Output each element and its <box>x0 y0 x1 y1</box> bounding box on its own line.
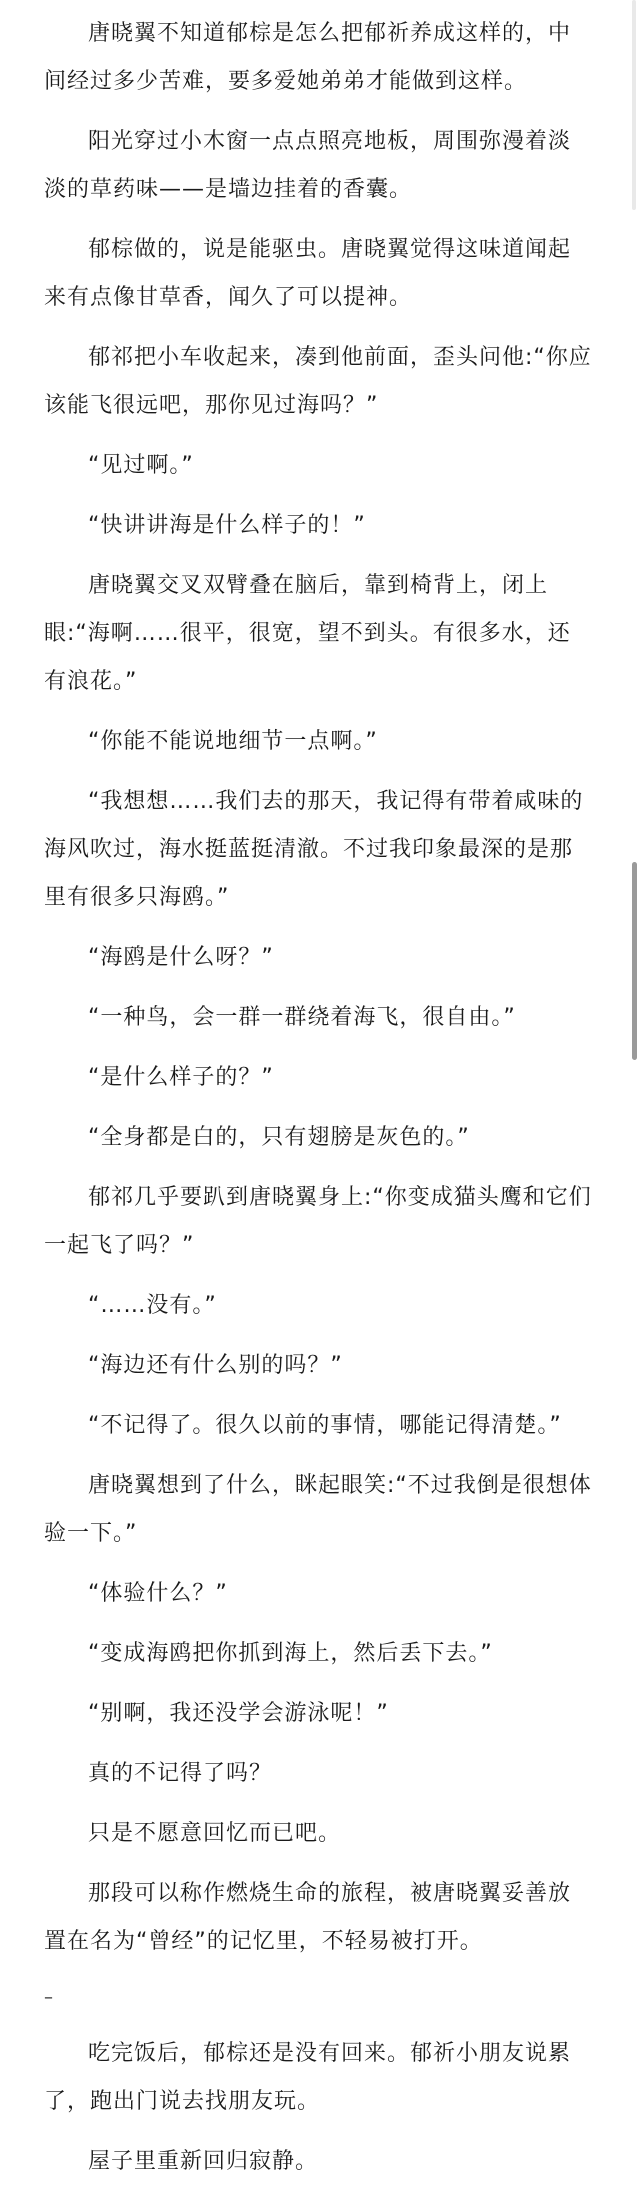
paragraph: “海边还有什么别的吗？” <box>88 1353 343 1378</box>
paragraph: “……没有。” <box>88 1293 217 1318</box>
paragraph: “变成海鸥把你抓到海上，然后丢下去。” <box>88 1641 493 1666</box>
paragraph: “快讲讲海是什么样子的！” <box>88 513 366 538</box>
paragraph: “全身都是白的，只有翅膀是灰色的。” <box>88 1125 470 1150</box>
paragraph: 真的不记得了吗？ <box>88 1761 273 1786</box>
section-separator: – <box>44 1987 54 2008</box>
paragraph: 屋子里重新回归寂静。 <box>88 2149 319 2174</box>
paragraph: “见过啊。” <box>88 453 194 478</box>
paragraph: 阳光穿过小木窗一点点照亮地板，周围弥漫着淡淡的草药味——是墙边挂着的香囊。 <box>44 129 572 202</box>
paragraph: “你能不能说地细节一点啊。” <box>88 729 378 754</box>
paragraph: “不记得了。很久以前的事情，哪能记得清楚。” <box>88 1413 562 1438</box>
paragraph: 郁棕做的，说是能驱虫。唐晓翼觉得这味道闻起来有点像甘草香，闻久了可以提神。 <box>44 237 572 310</box>
scrollbar-top-segment <box>632 0 636 210</box>
article-text <box>44 10 592 2198</box>
paragraph: 唐晓翼想到了什么，眯起眼笑:“不过我倒是很想体验一下。” <box>44 1473 592 1546</box>
paragraph: “是什么样子的？” <box>88 1065 274 1090</box>
paragraph: 郁祁几乎要趴到唐晓翼身上:“你变成猫头鹰和它们一起飞了吗？” <box>44 1185 592 1258</box>
paragraph: 唐晓翼不知道郁棕是怎么把郁祈养成这样的，中间经过多少苦难，要多爱她弟弟才能做到这样。 <box>44 21 572 94</box>
paragraph: 那段可以称作燃烧生命的旅程，被唐晓翼妥善放置在名为“曾经”的记忆里，不轻易被打开。 <box>44 1881 572 1954</box>
paragraph: “体验什么？” <box>88 1581 228 1606</box>
paragraph: 吃完饭后，郁棕还是没有回来。郁祈小朋友说累了，跑出门说去找朋友玩。 <box>44 2041 572 2114</box>
paragraph: “一种鸟，会一群一群绕着海飞，很自由。” <box>88 1005 516 1030</box>
paragraph: 唐晓翼交叉双臂叠在脑后，靠到椅背上，闭上眼:“海啊……很平，很宽，望不到头。有很多水，还有浪花。” <box>44 573 571 694</box>
paragraph: “别啊，我还没学会游泳呢！” <box>88 1701 389 1726</box>
paragraph: 郁祁把小车收起来，凑到他前面，歪头问他:“你应该能飞很远吧，那你见过海吗？” <box>44 345 592 418</box>
paragraph: “海鸥是什么呀？” <box>88 945 274 970</box>
paragraph: “我想想……我们去的那天，我记得有带着咸味的海风吹过，海水挺蓝挺清澈。不过我印象最深的是那里有很多只海鸥。” <box>44 789 584 910</box>
scrollbar-thumb[interactable] <box>632 862 637 1060</box>
paragraph: 只是不愿意回忆而已吧。 <box>88 1821 342 1846</box>
scrollbar-track[interactable] <box>626 0 640 1970</box>
